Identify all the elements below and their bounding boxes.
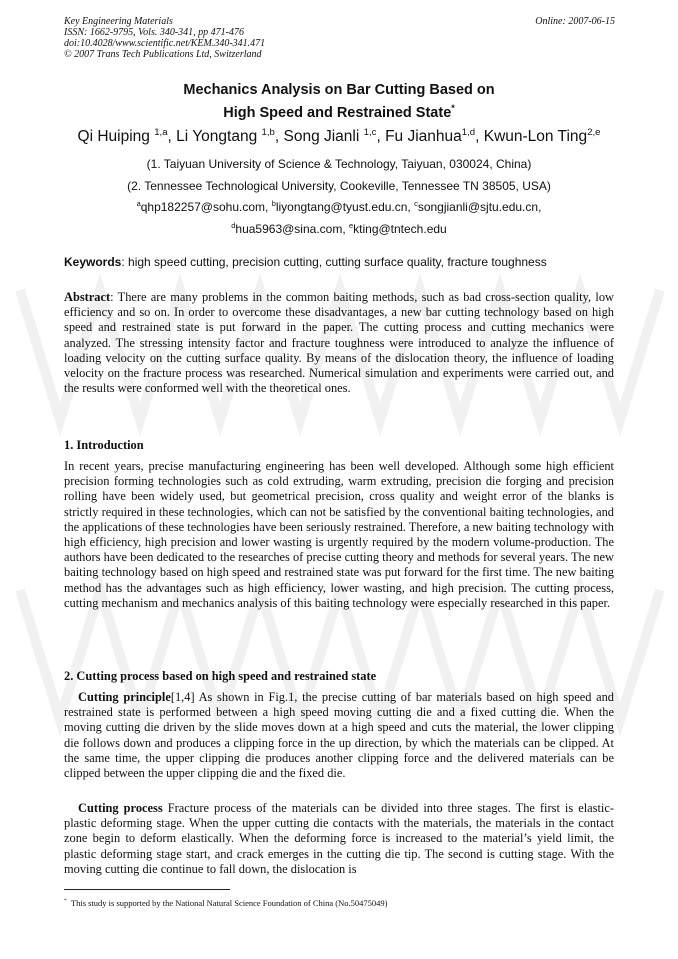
abstract-text: : There are many problems in the common baiting methods, such as bad cross-section quality, low efficiency and so on. In order to overcome these disadvantages, a new bar cutting technology based on high speed and restrained state is put forward in the paper. The cutting process and cutting mechanics were analyzed. The stressing intensity factor and fracture toughness were introduced to analyze the influence of loading velocity on the cutting surface quality. By means of the dislocation theory, the influence of loading velocity on the fracture process was researched. Numerical simulation and experiments were carried out, and the results were conformed well with the theoretical ones. [64, 290, 614, 396]
email-c: songjianli@sjtu.edu.cn, [417, 200, 542, 214]
email-a: qhp182257@sohu.com, [140, 200, 272, 214]
journal-header [64, 16, 265, 60]
email-e: kting@tntech.edu [353, 222, 447, 236]
copyright-line: © 2007 Trans Tech Publications Ltd, Switzerland [64, 49, 262, 60]
title-footnote-mark: * [451, 103, 455, 114]
author: Li Yongtang $^{1,b}$, [176, 126, 284, 145]
online-date: Online: 2007-06-15 [535, 16, 615, 27]
email-b: liyongtang@tyust.edu.cn, [275, 200, 415, 214]
cutting-principle-paragraph: Cutting principle[1,4] As shown in Fig.1, the precise cutting of bar materials based on high speed and restrained state is performed between a high speed moving cutting die and a fixed cutting die. When the moving cutting die driven by the slide moves down at a high speed and cuts the material, the lower clipping die follows down and produces a clipping force in the up direction, by which the materials can be clipped. At the same time, the upper clipping die produces another clipping force and the delivered materials can be clipped between the upper clipping die and the fixed die. [64, 690, 614, 781]
introduction-paragraph: In recent years, precise manufacturing engineering has been well developed. Although some high efficient precision forming technologies such as cold extruding, warm extruding, precision die forging and precision rolling have been widely used, but geometrical precision, cross quality and weight error of the blanks is strictly required in these technologies, which can not be satisfied by the conventional baiting technologies, and the applications of these technologies have been seriously restrained. Therefore, a new baiting technology with high efficiency, high precision and lower wasting is urgently required by the modern volume-production. The authors have been dedicated to the researches of precise cutting theory and methods for several years. The new baiting technology based on high speed and restrained state was put forward for the first time. The new baiting method has the advantages such as high efficiency, lower wasting, and high precision. The cutting process, cutting mechanism and mechanics analysis of this baiting technology were especially researched in this paper. [64, 459, 614, 610]
paper-title-line1: Mechanics Analysis on Bar Cutting Based on [183, 82, 495, 98]
cutting-process-paragraph: Cutting process Fracture process of the materials can be divided into three stages. The first is elastic-plastic deforming stage. When the upper cutting die contacts with the materials, the materials in the contact zone begin to deform elastically. When the deforming force is increased to the material’s yield limit, the plastic deforming stage start, and crack emerges in the cutting die tip. The second is cutting stage. With the moving cutting die continue to fall down, the dislocation is [64, 801, 614, 876]
author: Fu Jianhua$^{1,d}$, [385, 126, 484, 145]
paragraph-label: Cutting principle [78, 690, 171, 704]
keywords-text: : high speed cutting, precision cutting, cutting surface quality, fracture toughness [121, 255, 547, 269]
issn-line: ISSN: 1662-9795, Vols. 340-341, pp 471-476 [64, 27, 244, 38]
email-line-2: $^d$hua5963@sina.com, $^e$kting@tntech.edu [231, 221, 447, 236]
paper-title-line2 [0, 105, 678, 121]
doi-line: doi:10.4028/www.scientific.net/KEM.340-341.471 [64, 38, 266, 49]
footnote: * This study is supported by the National Natural Science Foundation of China (No.50475049) [64, 898, 388, 908]
email-d: hua5963@sina.com, [235, 222, 349, 236]
author: Kwun-Lon Ting$^{2,e}$ [483, 126, 601, 145]
journal-name: Key Engineering Materials [64, 16, 173, 27]
author-list [0, 128, 678, 146]
paper-title-text: High Speed and Restrained State [223, 105, 452, 121]
abstract [64, 290, 614, 396]
affiliation-2: (2. Tennessee Technological University, Cookeville, Tennessee TN 38505, USA) [127, 179, 551, 193]
footnote-divider [64, 889, 230, 890]
paragraph-label: Cutting process [78, 801, 163, 815]
keywords [64, 255, 547, 269]
section-heading: 2. Cutting process based on high speed and restrained state [64, 669, 377, 683]
section-heading: 1. Introduction [64, 438, 144, 452]
affiliation-1: (1. Taiyuan University of Science & Technology, Taiyuan, 030024, China) [146, 157, 532, 171]
author: Song Jianli $^{1,c}$, [283, 126, 386, 145]
email-line-1: $^a$qhp182257@sohu.com, $^b$liyongtang@tyust.edu.cn, $^c$songjianli@sjtu.edu.cn, [136, 199, 542, 214]
keywords-label: Keywords [64, 255, 122, 269]
footnote-text: This study is supported by the National Natural Science Foundation of China (No.50475049) [70, 898, 388, 908]
author: Qi Huiping $^{1,a}$, [77, 126, 177, 145]
abstract-label: Abstract [64, 290, 111, 304]
